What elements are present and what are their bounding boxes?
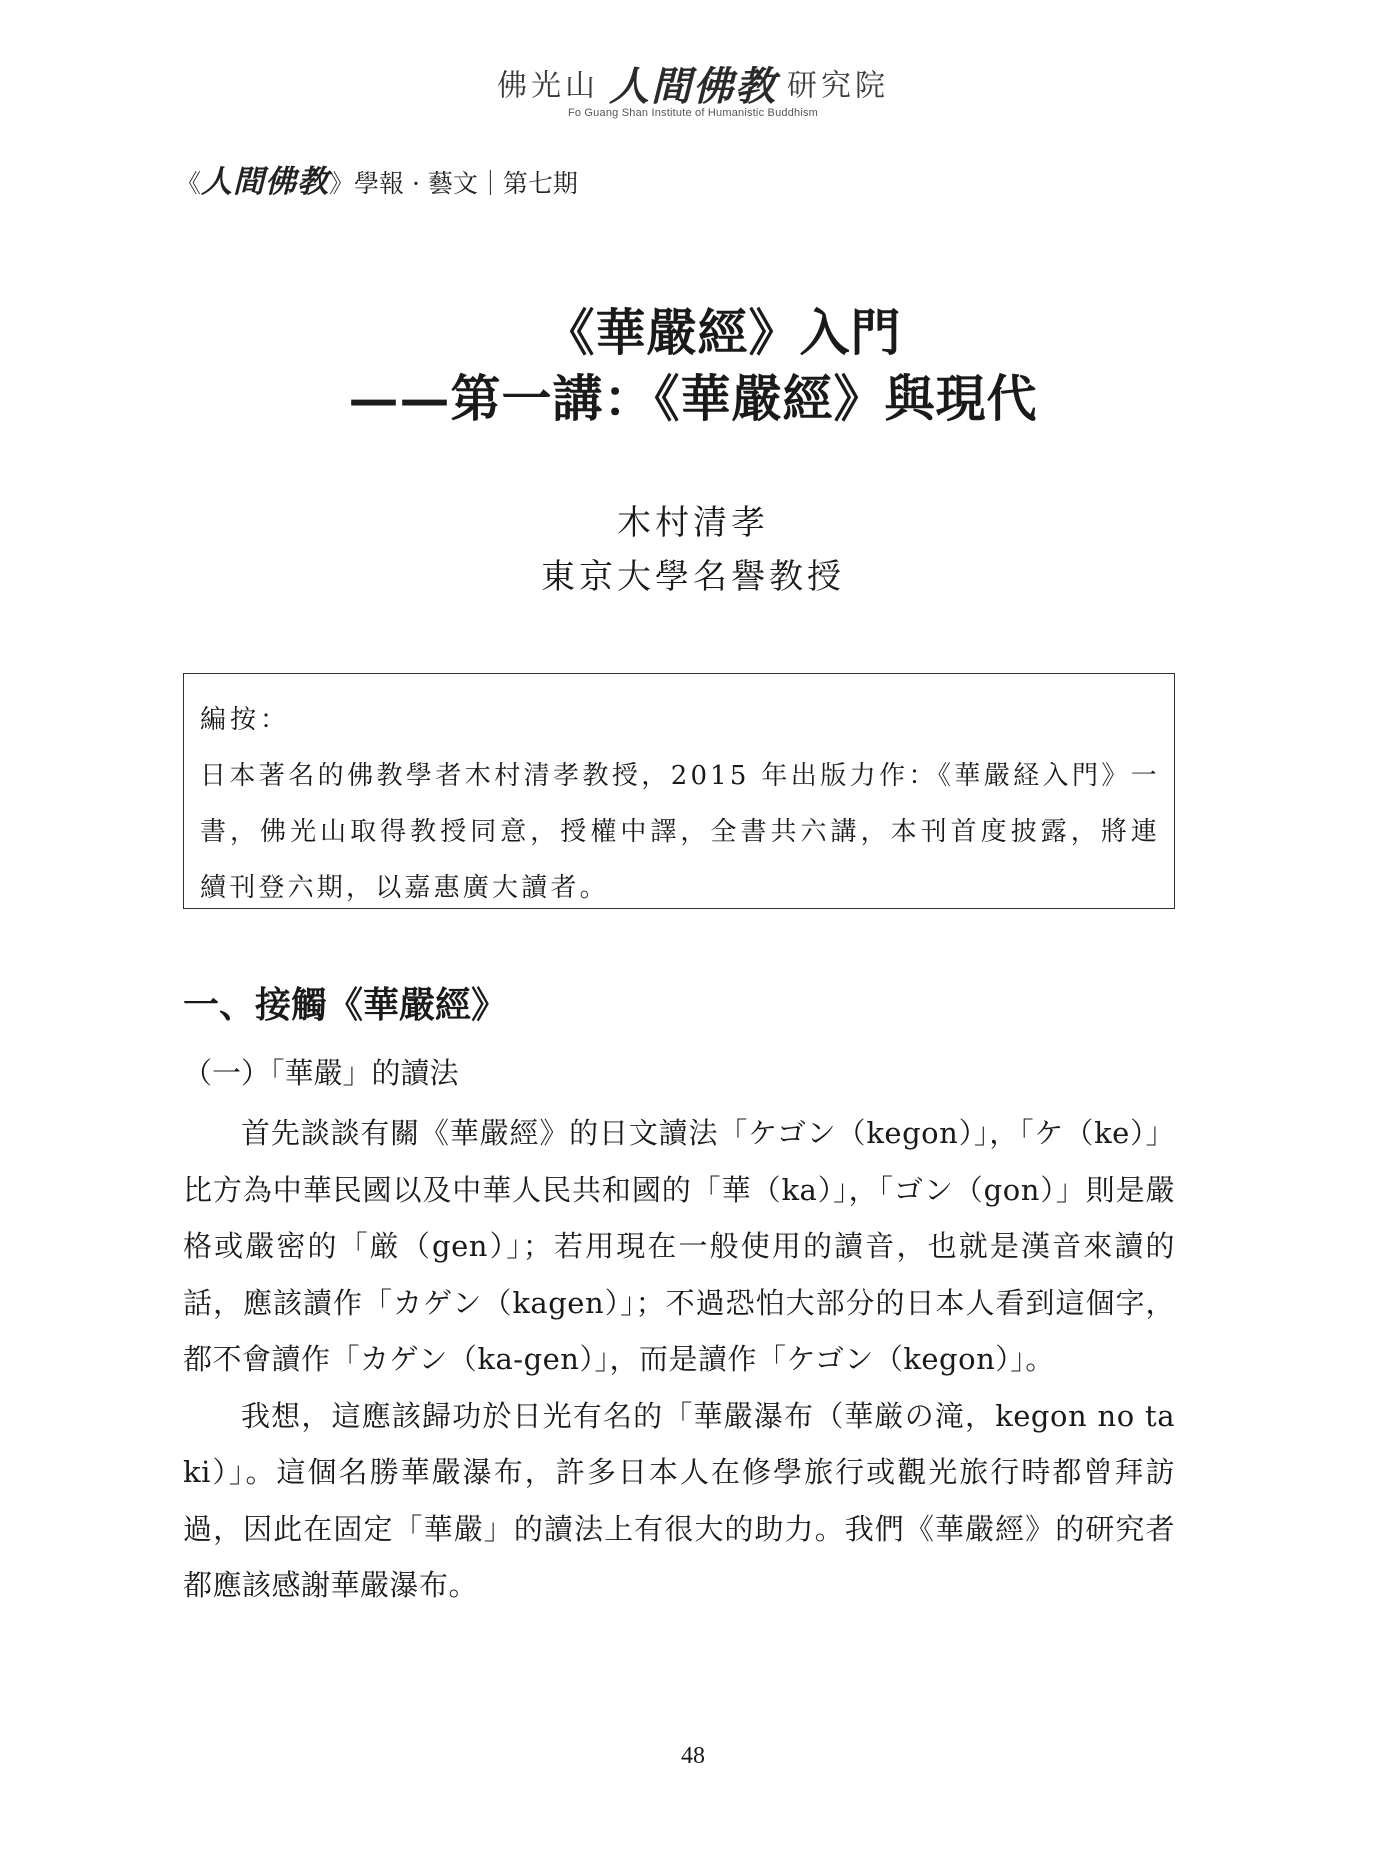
institute-brand-logo: 人間佛教 [609,62,777,110]
editor-note-box [183,673,1175,909]
running-header-journal-info: 》學報 · 藝文｜第七期 [329,169,578,198]
page-number: 48 [681,1743,705,1769]
body-paragraph-1: 首先談談有關《華嚴經》的日文讀法「ケゴン（kegon）」，「ケ（ke）」比方為中華民國以及中華人民共和國的「華（ka）」，「ゴン（gon）」則是嚴格或嚴密的「厳（gen）」；若用現在一般使用的讀音，也就是漢音來讀的話，應該讀作「カゲン（kagen）」；不過恐怕大部分的日本人看到這個字，都不會讀作「カゲン（ka-gen）」，而是讀作「ケゴン（kegon）」。 [183,1116,1175,1376]
article-title: 《華嚴經》入門 [544,303,902,362]
subsection-heading: （一）「華嚴」的讀法 [183,1056,459,1090]
body-text [183,1105,1175,1614]
running-header [176,162,578,204]
running-header-brand: 人間佛教 [201,164,330,200]
editor-note-text: 日本著名的佛教學者木村清孝教授，2015 年出版力作：《華嚴経入門》一書，佛光山取得教授同意，授權中譯，全書共六講，本刊首度披露，將連續刊登六期，以嘉惠廣大讀者。 [200,761,1160,903]
editor-note-label: 編按： [200,705,291,735]
institute-english-name: Fo Guang Shan Institute of Humanistic Buddhism [567,106,819,119]
author-name: 木村清孝 [617,503,769,543]
institute-name [0,62,1386,111]
section-heading: 一、接觸《華嚴經》 [183,984,508,1026]
article-subtitle: ——第一講：《華嚴經》與現代 [348,369,1038,428]
article-title-block [0,300,1386,432]
institute-name-suffix: 研究院 [787,68,889,104]
institute-header [0,62,1386,119]
institute-name-prefix: 佛光山 [497,68,599,104]
author-affiliation: 東京大學名譽教授 [541,557,845,597]
running-header-open-bracket: 《 [176,169,202,198]
author-block [0,496,1386,604]
body-paragraph-2: 我想，這應該歸功於日光有名的「華嚴瀑布（華厳の滝，kegon no taki）」。這個名勝華嚴瀑布，許多日本人在修學旅行或觀光旅行時都曾拜訪過，因此在固定「華嚴」的讀法上有很大的助力。我們《華嚴經》的研究者都應該感謝華嚴瀑布。 [183,1398,1175,1602]
